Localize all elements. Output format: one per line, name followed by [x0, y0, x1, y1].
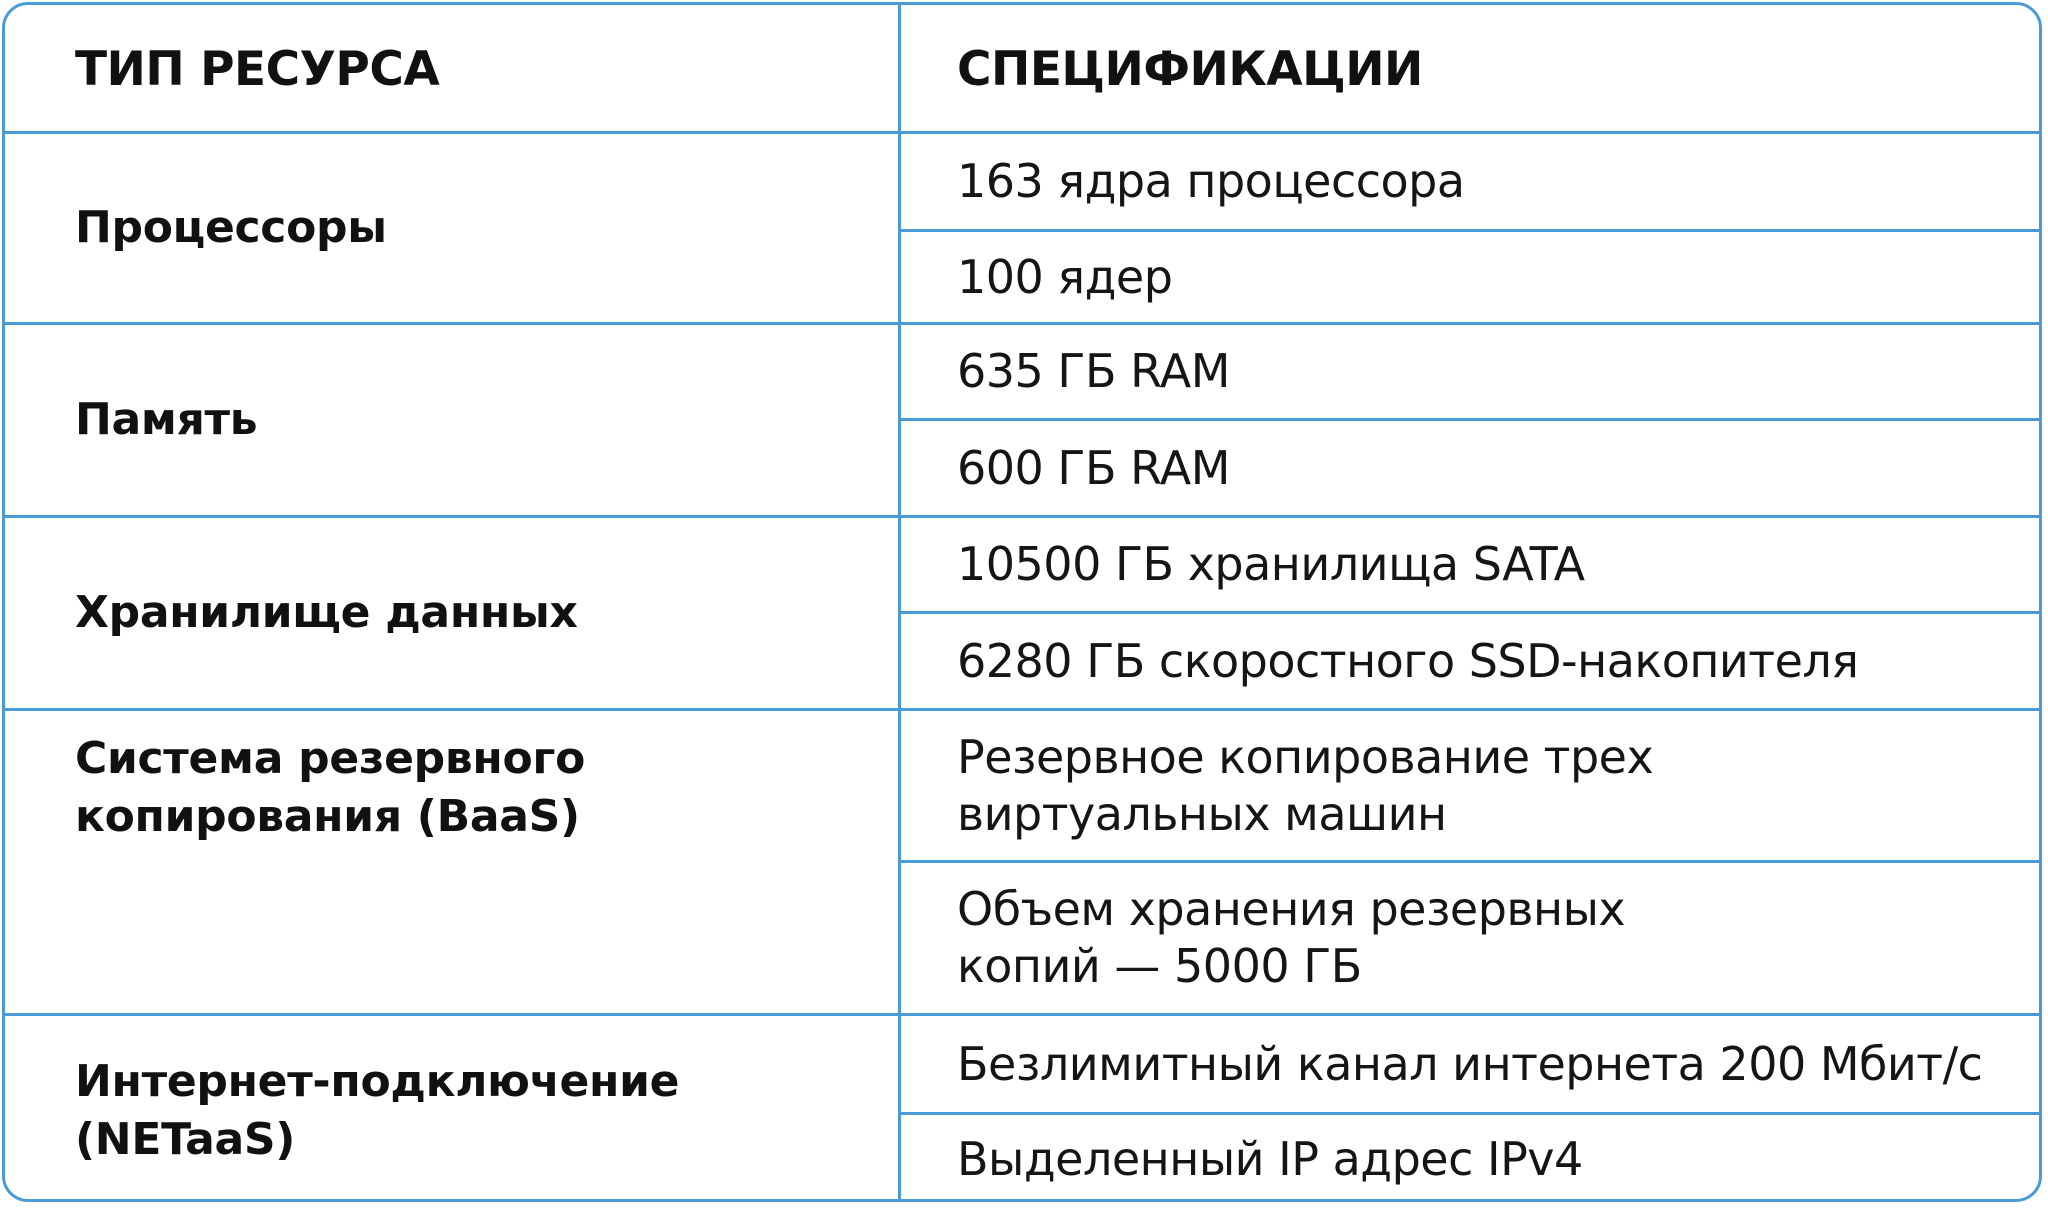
spec-cell [957, 134, 2037, 229]
spec-cell [957, 518, 2037, 611]
spec-text: Безлимитный канал интернета 200 Мбит/с [957, 1036, 1983, 1091]
spec-text: 10500 ГБ хранилища SATA [957, 537, 1585, 591]
row-type-label: Система резервного копирования (BaaS) [75, 733, 586, 842]
spec-text: Объем хранения резервных копий — 5000 ГБ [957, 882, 1626, 993]
spec-cell [957, 614, 2037, 708]
spec-cell [957, 711, 2037, 861]
spec-text: 163 ядра процессора [957, 154, 1465, 208]
spec-cell [957, 232, 2037, 322]
row-type-internet [75, 1016, 875, 1202]
spec-text: Выделенный IP адрес IPv4 [957, 1131, 1583, 1186]
row-type-backup [75, 730, 875, 890]
row-type-memory [75, 325, 875, 515]
column-divider [898, 5, 901, 1199]
spec-cell [957, 325, 2037, 418]
header-resource-type: ТИП РЕСУРСА [75, 41, 440, 97]
spec-cell [957, 421, 2037, 515]
row-type-storage [75, 518, 875, 708]
row-type-label: Память [75, 394, 258, 445]
spec-table [2, 2, 2042, 1202]
header-specifications: СПЕЦИФИКАЦИИ [957, 41, 1423, 97]
row-type-label: Хранилище данных [75, 587, 578, 638]
spec-text: 600 ГБ RAM [957, 440, 1230, 495]
spec-cell [957, 863, 2037, 1013]
spec-text: 6280 ГБ скоростного SSD-накопителя [957, 633, 1859, 688]
spec-text: Резервное копирование трех виртуальных машин [957, 730, 1654, 841]
row-type-label: Процессоры [75, 202, 387, 253]
spec-text: 100 ядер [957, 249, 1173, 304]
row-type-label: Интернет-подключение (NETaaS) [75, 1055, 680, 1165]
spec-text: 635 ГБ RAM [957, 344, 1230, 398]
spec-cell [957, 1115, 2037, 1202]
spec-cell [957, 1016, 2037, 1112]
row-type-processors [75, 134, 875, 322]
